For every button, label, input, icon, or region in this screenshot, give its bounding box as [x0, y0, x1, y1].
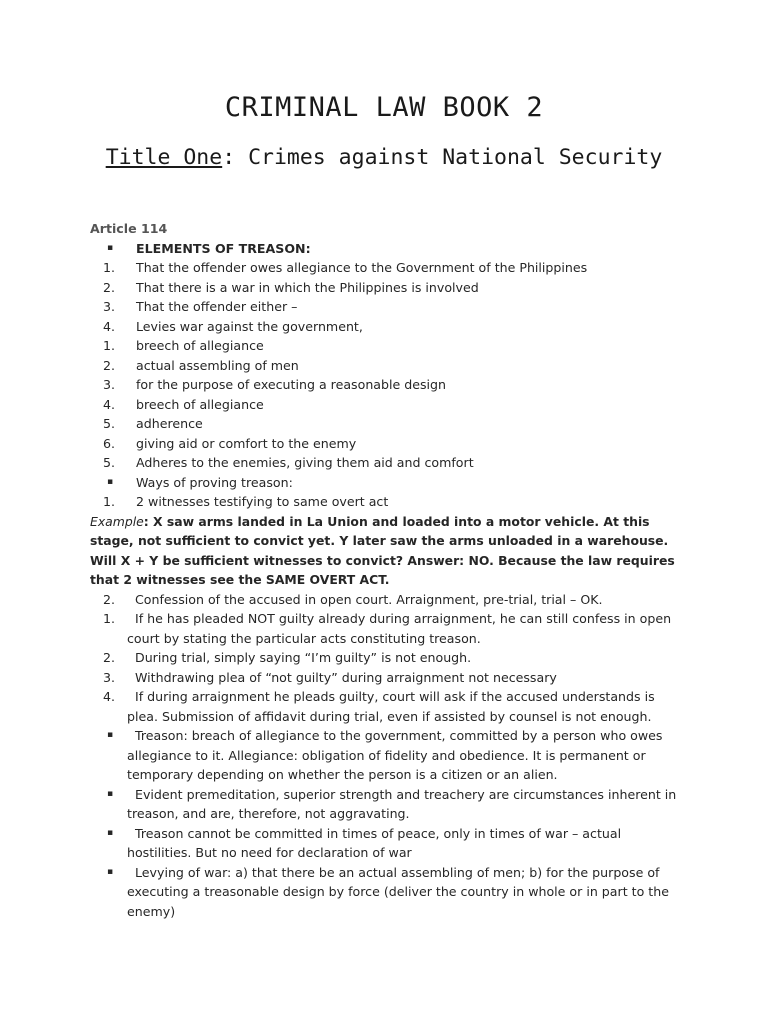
list-item-text: Withdrawing plea of “not guilty” during arraignment not necessary [135, 669, 557, 685]
list-item-text: Treason: breach of allegiance to the government, committed by a person who owes allegiance to it. Allegiance: obligation of fidelity and obedience. It is permanent or temporary depending on whether the person is a citizen or an alien. [127, 728, 663, 782]
document-subtitle [100, 142, 668, 174]
list-number: 4. [103, 689, 116, 704]
list-number: 3. [103, 669, 116, 685]
example-label: Example [90, 513, 144, 529]
list-item [0, 356, 768, 376]
list-number: 3. [103, 377, 116, 392]
list-item [0, 824, 768, 863]
list-item-text: ELEMENTS OF TREASON: [136, 240, 311, 256]
list-item-text: If he has pleaded NOT guilty already during arraignment, he can still confess in open court by stating the particular acts constituting treason. [127, 611, 672, 646]
list-item-text: Levies war against the government, [136, 318, 363, 334]
list-item-text: Confession of the accused in open court. Arraignment, pre-trial, trial – OK. [135, 591, 603, 607]
document-body [0, 219, 768, 921]
list-item [0, 726, 768, 785]
list-item-text: 2 witnesses testifying to same overt act [136, 494, 389, 509]
elements-list [0, 239, 768, 512]
list-item [0, 590, 768, 610]
list-item [0, 648, 768, 668]
bullet-icon: ▪ [107, 827, 114, 838]
list-item-text: That the offender either – [136, 299, 298, 314]
list-item [0, 863, 768, 922]
list-number: 1. [103, 260, 116, 275]
document-title: CRIMINAL LAW BOOK 2 [224, 92, 544, 123]
list-number: 2. [103, 650, 116, 665]
example-paragraph [0, 512, 768, 590]
list-item-text: actual assembling of men [136, 357, 299, 373]
list-item [0, 317, 768, 337]
list-number: 2. [103, 357, 116, 373]
list-item-text: That there is a war in which the Philippines is involved [136, 279, 479, 295]
list-item [0, 687, 768, 726]
list-number: 1. [103, 611, 116, 626]
list-item [0, 414, 768, 434]
list-number: 4. [103, 396, 116, 412]
list-item [0, 375, 768, 395]
list-item [0, 609, 768, 648]
list-item [0, 278, 768, 298]
proof-list [0, 590, 768, 922]
list-number: 2. [103, 591, 116, 607]
list-number: 1. [103, 338, 116, 353]
list-item-text: breech of allegiance [136, 338, 264, 353]
list-number: 2. [103, 279, 116, 295]
bullet-icon: ▪ [107, 242, 114, 253]
list-item [0, 297, 768, 317]
list-item-text: Evident premeditation, superior strength and treachery are circumstances inherent in treason, and are, therefore, not aggravating. [127, 786, 677, 821]
list-item [0, 453, 768, 473]
list-item-text: adherence [136, 416, 203, 431]
list-item [0, 258, 768, 278]
list-item [0, 395, 768, 415]
list-item [0, 239, 768, 259]
bullet-icon: ▪ [107, 730, 114, 740]
list-item-text: During trial, simply saying “I’m guilty” is not enough. [135, 650, 472, 665]
list-item-text: If during arraignment he pleads guilty, court will ask if the accused understands is plea. Submission of affidavit during trial, even if assisted by counsel is not enough. [127, 689, 655, 724]
list-item [0, 492, 768, 512]
list-number: 6. [103, 435, 116, 451]
list-item-text: That the offender owes allegiance to the Government of the Philippines [136, 260, 588, 275]
list-item [0, 668, 768, 688]
bullet-icon: ▪ [107, 476, 114, 487]
bullet-icon: ▪ [107, 788, 114, 799]
subtitle-rest: : Crimes against National Security [222, 145, 663, 170]
list-item-text: Levying of war: a) that there be an actual assembling of men; b) for the purpose of executing a treasonable design by force (deliver the country in whole or in part to the enemy) [127, 864, 669, 919]
subtitle-title-one: Title One [105, 145, 223, 170]
example-text: : X saw arms landed in La Union and loaded into a motor vehicle. At this stage, not sufficient to convict yet. Y later saw the arms unloaded in a warehouse. Will X + Y be sufficient witnesses to convict? Answer: NO. Because the law requires that 2 witnesses see the SAME OVERT ACT. [90, 513, 675, 587]
list-number: 4. [103, 318, 116, 334]
list-item-text: breech of allegiance [136, 396, 264, 412]
list-item-text: Ways of proving treason: [136, 474, 293, 490]
list-item-text: Adheres to the enemies, giving them aid and comfort [136, 455, 474, 470]
list-item [0, 473, 768, 493]
list-item-text: Treason cannot be committed in times of peace, only in times of war – actual hostilities. But no need for declaration of war [127, 825, 622, 860]
list-number: 5. [103, 416, 116, 431]
list-item-text: giving aid or comfort to the enemy [136, 435, 357, 451]
list-number: 5. [103, 455, 116, 470]
list-item-text: for the purpose of executing a reasonable design [136, 377, 447, 392]
list-item [0, 434, 768, 454]
list-number: 1. [103, 494, 116, 509]
list-number: 3. [103, 299, 116, 314]
list-item [0, 336, 768, 356]
article-heading: Article 114 [90, 221, 168, 236]
list-item [0, 785, 768, 824]
bullet-icon: ▪ [107, 866, 114, 877]
